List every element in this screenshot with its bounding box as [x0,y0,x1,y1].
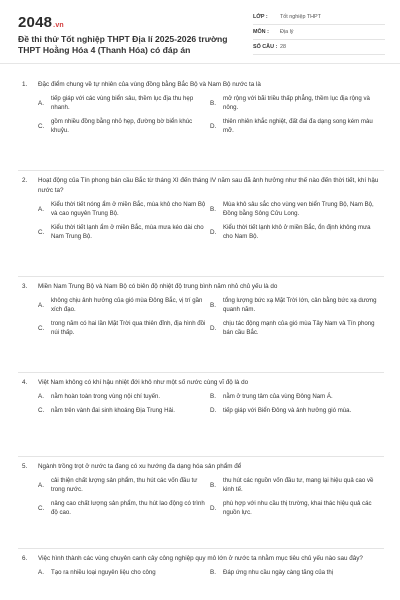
option-a[interactable] [38,200,210,218]
option-c[interactable] [38,319,210,337]
meta-value: 28 [280,44,286,50]
meta-class-row [253,10,385,25]
option-text: tiếp giáp với Biển Đông và ảnh hưởng gió mùa. [223,407,352,414]
meta-key: SỐ CÂU : [253,44,278,50]
option-c[interactable] [38,117,210,135]
option-text: cải thiện chất lượng sản phẩm, thu hút các vốn đầu tư trong nước. [51,477,198,493]
option-label: C. [38,504,45,512]
option-a[interactable] [38,296,210,314]
option-label: C. [38,407,45,414]
question-4 [22,378,382,420]
answer-options [38,296,382,342]
option-text: phù hợp với nhu cầu thị trường, khai thác hiệu quả các nguồn lực. [223,500,372,516]
divider [18,170,384,171]
answer-options [38,200,382,246]
option-label: D. [210,122,217,130]
logo-text: 2048 [18,14,53,31]
option-text: trong năm có hai lần Mặt Trời qua thiên đỉnh, địa hình đồi núi thấp. [51,320,206,336]
option-d[interactable] [210,223,382,241]
page-header [0,0,400,64]
option-label: B. [210,393,216,400]
question-3 [22,282,382,342]
logo-tld: .vn [53,22,64,29]
option-text: tổng lượng bức xạ Mặt Trời lớn, cân bằng bức xạ dương quanh năm. [223,297,377,313]
option-text: Kiểu thời tiết lạnh khô ở miền Bắc, ổn định không mưa cho Nam Bộ. [223,224,371,240]
option-label: D. [210,324,217,332]
option-c[interactable] [38,499,210,517]
meta-value: Tốt nghiệp THPT [280,14,321,20]
question-stem: Ngành trồng trọt ở nước ta đang có xu hướng đa dạng hóa sản phẩm để [38,463,242,470]
meta-subject-row [253,25,385,40]
question-1 [22,80,382,140]
option-c[interactable] [38,406,210,415]
question-6 [22,554,382,582]
option-label: A. [38,569,44,576]
option-text: thiên nhiên khắc nghiệt, đất đai đa dạng song kém màu mỡ. [223,118,373,134]
option-text: thu hút các nguồn vốn đầu tư, mang lại hiệu quả cao về kinh tế. [223,477,374,493]
option-d[interactable] [210,499,382,517]
option-b[interactable] [210,476,382,494]
exam-meta [253,10,385,55]
meta-value: Địa lý [280,29,294,35]
option-text: mở rộng với bãi triều thấp phẳng, thềm lục địa rộng và nông. [223,95,370,111]
option-text: Tạo ra nhiều loại nguyên liệu cho công [51,569,156,576]
option-label: B. [210,569,216,576]
option-label: A. [38,99,44,107]
question-number: 4. [22,379,28,386]
meta-count-row [253,40,385,55]
option-text: gồm nhiều đồng bằng nhỏ hẹp, đường bờ biển khúc khuỷu. [51,118,193,134]
option-label: B. [210,205,216,213]
option-text: nâng cao chất lượng sản phẩm, thu hút lao động có trình độ cao. [51,500,205,516]
divider [18,548,384,549]
divider [18,456,384,457]
option-b[interactable] [210,568,382,577]
option-label: A. [38,393,44,400]
option-a[interactable] [38,476,210,494]
question-stem: Miền Nam Trung Bộ và Nam Bộ có biên độ nhiệt độ trung bình năm nhỏ chủ yếu là do [38,283,278,290]
option-d[interactable] [210,406,382,415]
option-text: Kiểu thời tiết lạnh ẩm ở miền Bắc, mùa mưa kéo dài cho Nam Trung Bộ. [51,224,204,240]
question-number: 3. [22,283,28,290]
option-text: tiếp giáp với các vùng biển sâu, thềm lục địa thu hẹp nhanh. [51,95,194,111]
option-label: C. [38,122,45,130]
option-b[interactable] [210,94,382,112]
option-label: A. [38,481,44,489]
option-d[interactable] [210,319,382,337]
option-label: B. [210,481,216,489]
question-stem: Hoạt động của Tín phong bán cầu Bắc từ tháng XI đến tháng IV năm sau đã ảnh hưởng như thế nào đến thời tiết, khí hậu nước ta? [38,177,379,194]
divider [18,276,384,277]
option-label: B. [210,99,216,107]
option-b[interactable] [210,392,382,401]
option-b[interactable] [210,200,382,218]
option-text: nằm trên vành đai sinh khoáng Địa Trung Hải. [51,407,175,414]
option-d[interactable] [210,117,382,135]
question-2 [22,176,382,246]
option-label: B. [210,301,216,309]
option-c[interactable] [38,223,210,241]
meta-key: LỚP : [253,14,268,20]
option-text: không chịu ảnh hưởng của gió mùa Đông Bắc, vị trí gần xích đạo. [51,297,203,313]
question-stem: Đặc điểm chung về tự nhiên của vùng đồng bằng Bắc Bộ và Nam Bộ nước ta là [38,81,261,88]
option-b[interactable] [210,296,382,314]
option-a[interactable] [38,392,210,401]
option-text: nằm hoàn toàn trong vùng nội chí tuyến. [51,393,161,400]
option-label: C. [38,228,45,236]
question-number: 2. [22,177,28,184]
question-5 [22,462,382,522]
page-title: Đề thi thử Tốt nghiệp THPT Địa lí 2025-2026 trường THPT Hoằng Hóa 4 (Thanh Hóa) có đáp án [18,34,228,55]
option-a[interactable] [38,94,210,112]
option-a[interactable] [38,568,210,577]
question-number: 6. [22,555,28,562]
answer-options [38,94,382,140]
option-label: D. [210,228,217,236]
option-text: Kiểu thời tiết nóng ẩm ở miền Bắc, mùa khô cho Nam Bộ và cao nguyên Trung Bộ. [51,201,206,217]
question-stem: Việt Nam không có khí hậu nhiệt đới khô như một số nước cùng vĩ độ là do [38,379,249,386]
question-stem: Việc hình thành các vùng chuyên canh cây công nghiệp quy mô lớn ở nước ta nhằm mục tiêu chủ yếu nào sau đây? [38,555,363,562]
option-text: Mùa khô sâu sắc cho vùng ven biển Trung Bộ, Nam Bộ, Đồng bằng Sông Cửu Long. [223,201,374,217]
answer-options [38,476,382,522]
option-label: C. [38,324,45,332]
site-logo[interactable] [18,14,64,31]
option-label: D. [210,504,217,512]
question-number: 1. [22,81,28,88]
option-text: nằm ở trung tâm của vùng Đông Nam Á. [223,393,333,400]
option-text: chịu tác động mạnh của gió mùa Tây Nam và Tín phong bán cầu Bắc. [223,320,375,336]
question-number: 5. [22,463,28,470]
option-label: D. [210,407,217,414]
answer-options [38,568,382,582]
option-label: A. [38,205,44,213]
meta-key: MÔN : [253,29,269,35]
divider [18,372,384,373]
answer-options [38,392,382,420]
option-label: A. [38,301,44,309]
option-text: Đáp ứng nhu cầu ngày càng tăng của thị [223,569,334,576]
